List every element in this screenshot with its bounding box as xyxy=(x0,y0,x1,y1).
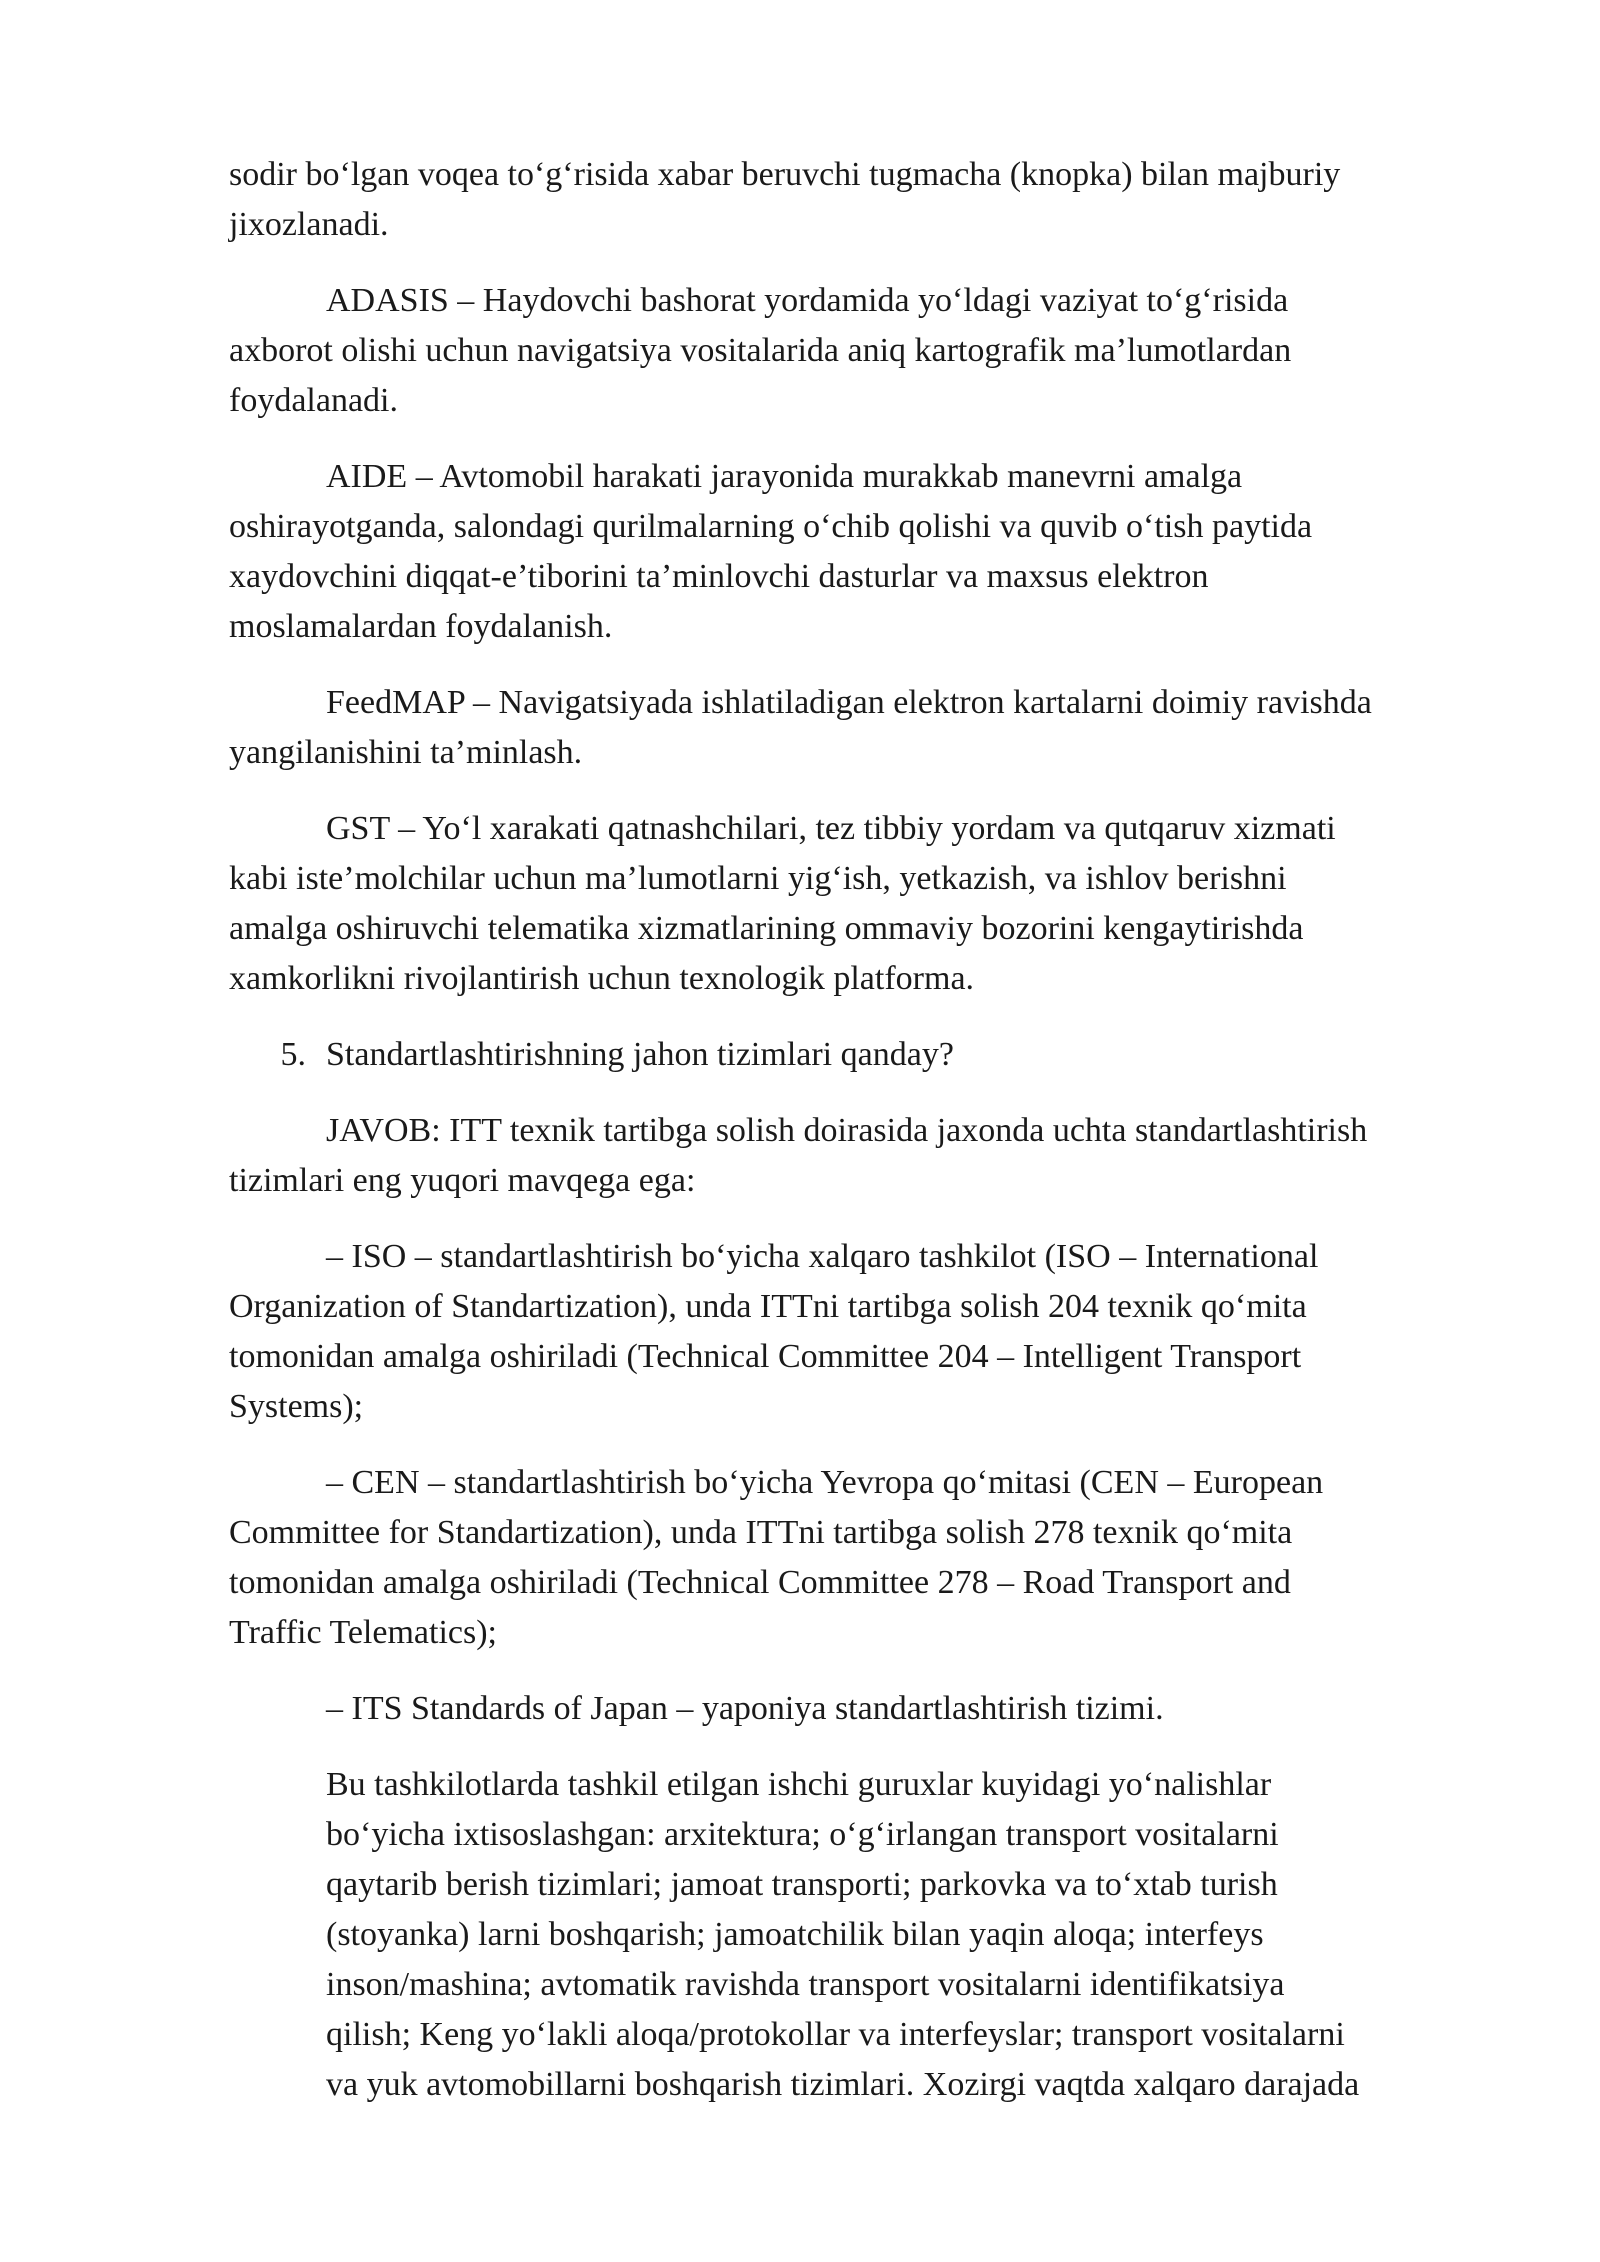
answer-intro: JAVOB: ITT texnik tartibga solish doirasida jaxonda uchta standartlashtirish tizimlari eng yuqori mavqega ega: xyxy=(229,1112,1368,1199)
paragraph-continuation: sodir bo‘lgan voqea to‘g‘risida xabar beruvchi tugmacha (knopka) bilan majburiy jixozlanadi. xyxy=(229,156,1341,243)
paragraph-adasis: ADASIS – Haydovchi bashorat yordamida yo‘ldagi vaziyat to‘g‘risida axborot olishi uchun navigatsiya vositalarida aniq kartografik ma’lumotlardan foydalanadi. xyxy=(229,282,1292,419)
answer-cen: – CEN – standartlashtirish bo‘yicha Yevropa qo‘mitasi (CEN – European Committee for Standartization), unda ITTni tartibga solish 278 texnik qo‘mita tomonidan amalga oshiriladi (Technical Committee 278 – Road Transport and Traffic Telematics); xyxy=(229,1464,1324,1651)
paragraph-gst: GST – Yo‘l xarakati qatnashchilari, tez tibbiy yordam va qutqaruv xizmati kabi iste’molchilar uchun ma’lumotlarni yig‘ish, yetkazish, va ishlov berishni amalga oshiruvchi telematika xizmatlarining ommaviy bozorini kengaytirishda xamkorlikni rivojlantirish uchun texnologik platforma. xyxy=(229,810,1336,997)
answer-iso: – ISO – standartlashtirish bo‘yicha xalqaro tashkilot (ISO – International Organization of Standartization), unda ITTni tartibga solish 204 texnik qo‘mita tomonidan amalga oshiriladi (Technical Committee 204 – Intelligent Transport Systems); xyxy=(229,1238,1319,1425)
document-page xyxy=(229,150,1529,2136)
question-text: Standartlashtirishning jahon tizimlari qanday? xyxy=(326,1036,954,1073)
paragraph-aide: AIDE – Avtomobil harakati jarayonida murakkab manevrni amalga oshirayotganda, salondagi qurilmalarning o‘chib qolishi va quvib o‘tish paytida xaydovchini diqqat-e’tiborini ta’minlovchi dasturlar va maxsus elektron moslamalardan foydalanish. xyxy=(229,458,1313,645)
answer-its-japan: – ITS Standards of Japan – yaponiya standartlashtirish tizimi. xyxy=(326,1690,1164,1727)
question-item xyxy=(229,1030,1529,1080)
paragraph-feedmap: FeedMAP – Navigatsiyada ishlatiladigan elektron kartalarni doimiy ravishda yangilanishini ta’minlash. xyxy=(229,684,1372,771)
question-number: 5. xyxy=(280,1036,306,1073)
paragraph-working-groups: Bu tashkilotlarda tashkil etilgan ishchi guruxlar kuyidagi yo‘nalishlar bo‘yicha ixtisoslashgan: arxitektura; o‘g‘irlangan transport vositalarni qaytarib berish tizimlari; jamoat transporti; parkovka va to‘xtab turish (stoyanka) larni boshqarish; jamoatchilik bilan yaqin aloqa; interfeys inson/mashina; avtomatik ravishda transport vositalarni identifikatsiya qilish; Keng yo‘lakli aloqa/protokollar va interfeyslar; transport vositalarni va yuk avtomobillarni boshqarish tizimlari. Xozirgi vaqtda xalqaro darajada xyxy=(326,1766,1360,2103)
